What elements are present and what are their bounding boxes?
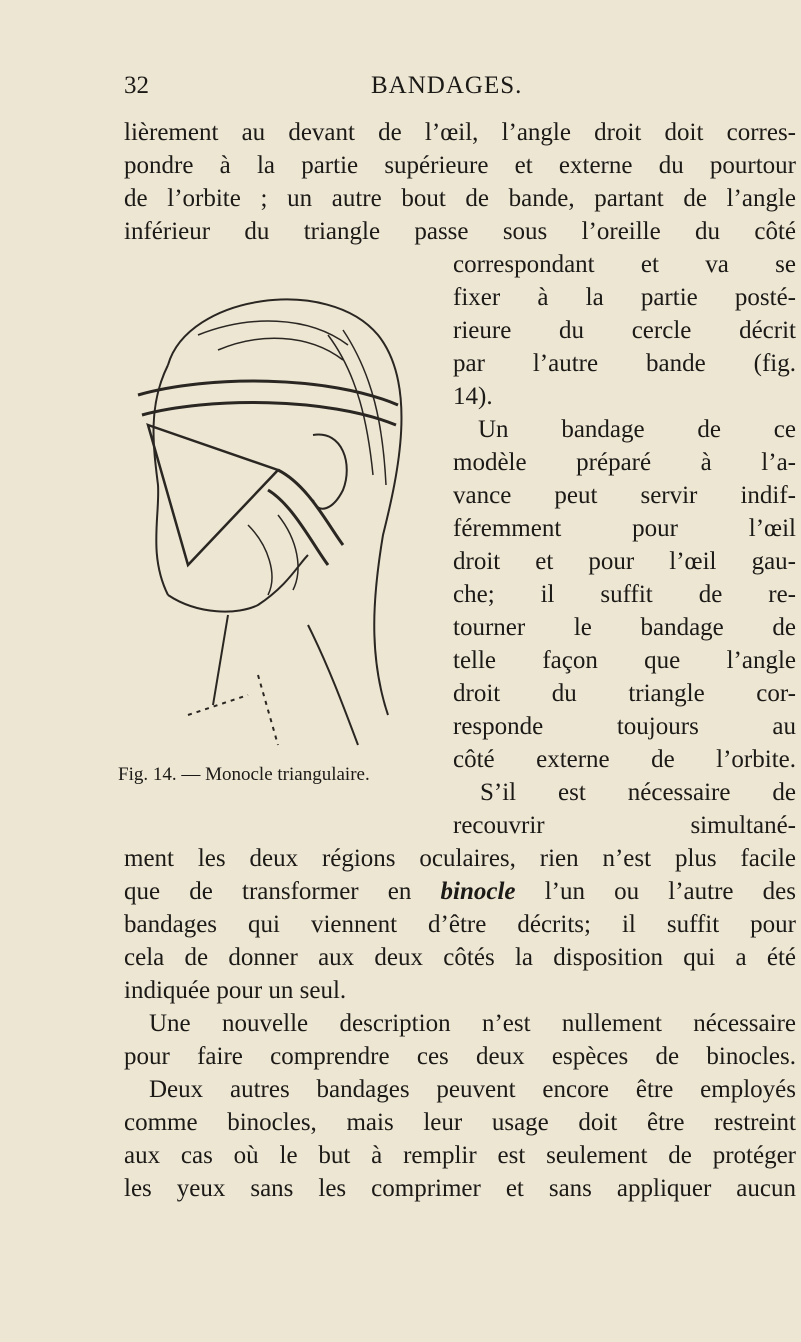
body-line: ment les deux régions oculaires, rien n’est plus facile xyxy=(124,845,796,872)
body-line: féremment pour l’œil xyxy=(453,515,796,542)
body-line: les yeux sans les comprimer et sans appliquer aucun xyxy=(124,1175,796,1202)
figure-caption: Fig. 14. — Monocle triangulaire. xyxy=(118,764,370,785)
body-line: droit du triangle cor- xyxy=(453,680,796,707)
body-line-with-italic xyxy=(124,876,796,907)
body-line: lièrement au devant de l’œil, l’angle droit doit corres- xyxy=(124,119,796,146)
figure-monocle-illustration xyxy=(128,275,448,765)
body-line: fixer à la partie posté- xyxy=(453,284,796,311)
body-line: comme binocles, mais leur usage doit être restreint xyxy=(124,1109,796,1136)
body-line: Deux autres bandages peuvent encore être employés xyxy=(149,1076,796,1103)
body-line: correspondant et va se xyxy=(453,251,796,278)
body-line: recouvrir simultané- xyxy=(453,812,796,839)
body-line: de l’orbite ; un autre bout de bande, partant de l’angle xyxy=(124,185,796,212)
body-line: rieure du cercle décrit xyxy=(453,317,796,344)
body-line: pondre à la partie supérieure et externe du pourtour xyxy=(124,152,796,179)
body-line: bandages qui viennent d’être décrits; il suffit pour xyxy=(124,911,796,938)
body-line: modèle préparé à l’a- xyxy=(453,449,796,476)
body-line: tourner le bandage de xyxy=(453,614,796,641)
body-line: pour faire comprendre ces deux espèces de binocles. xyxy=(124,1043,796,1070)
page-number: 32 xyxy=(124,72,149,99)
body-line: inférieur du triangle passe sous l’oreille du côté xyxy=(124,218,796,245)
body-line: che; il suffit de re- xyxy=(453,581,796,608)
body-line: responde toujours au xyxy=(453,713,796,740)
body-line: 14). xyxy=(453,383,493,410)
text-segment: que de transformer en xyxy=(124,878,441,905)
body-line: Un bandage de ce xyxy=(478,416,796,443)
body-line: cela de donner aux deux côtés la disposition qui a été xyxy=(124,944,796,971)
body-line: indiquée pour un seul. xyxy=(124,977,347,1004)
body-line: telle façon que l’angle xyxy=(453,647,796,674)
body-line: vance peut servir indif- xyxy=(453,482,796,509)
body-line: Une nouvelle description n’est nullement nécessaire xyxy=(149,1010,796,1037)
body-line: par l’autre bande (fig. xyxy=(453,350,796,377)
italic-term-binocle: binocle xyxy=(440,878,516,905)
body-line: aux cas où le but à remplir est seulement de protéger xyxy=(124,1142,796,1169)
text-segment: l’un ou l’autre des xyxy=(515,878,796,905)
body-line: droit et pour l’œil gau- xyxy=(453,548,796,575)
running-head: BANDAGES. xyxy=(371,72,523,99)
body-line: côté externe de l’orbite. xyxy=(453,746,796,773)
body-line: S’il est nécessaire de xyxy=(480,779,796,806)
